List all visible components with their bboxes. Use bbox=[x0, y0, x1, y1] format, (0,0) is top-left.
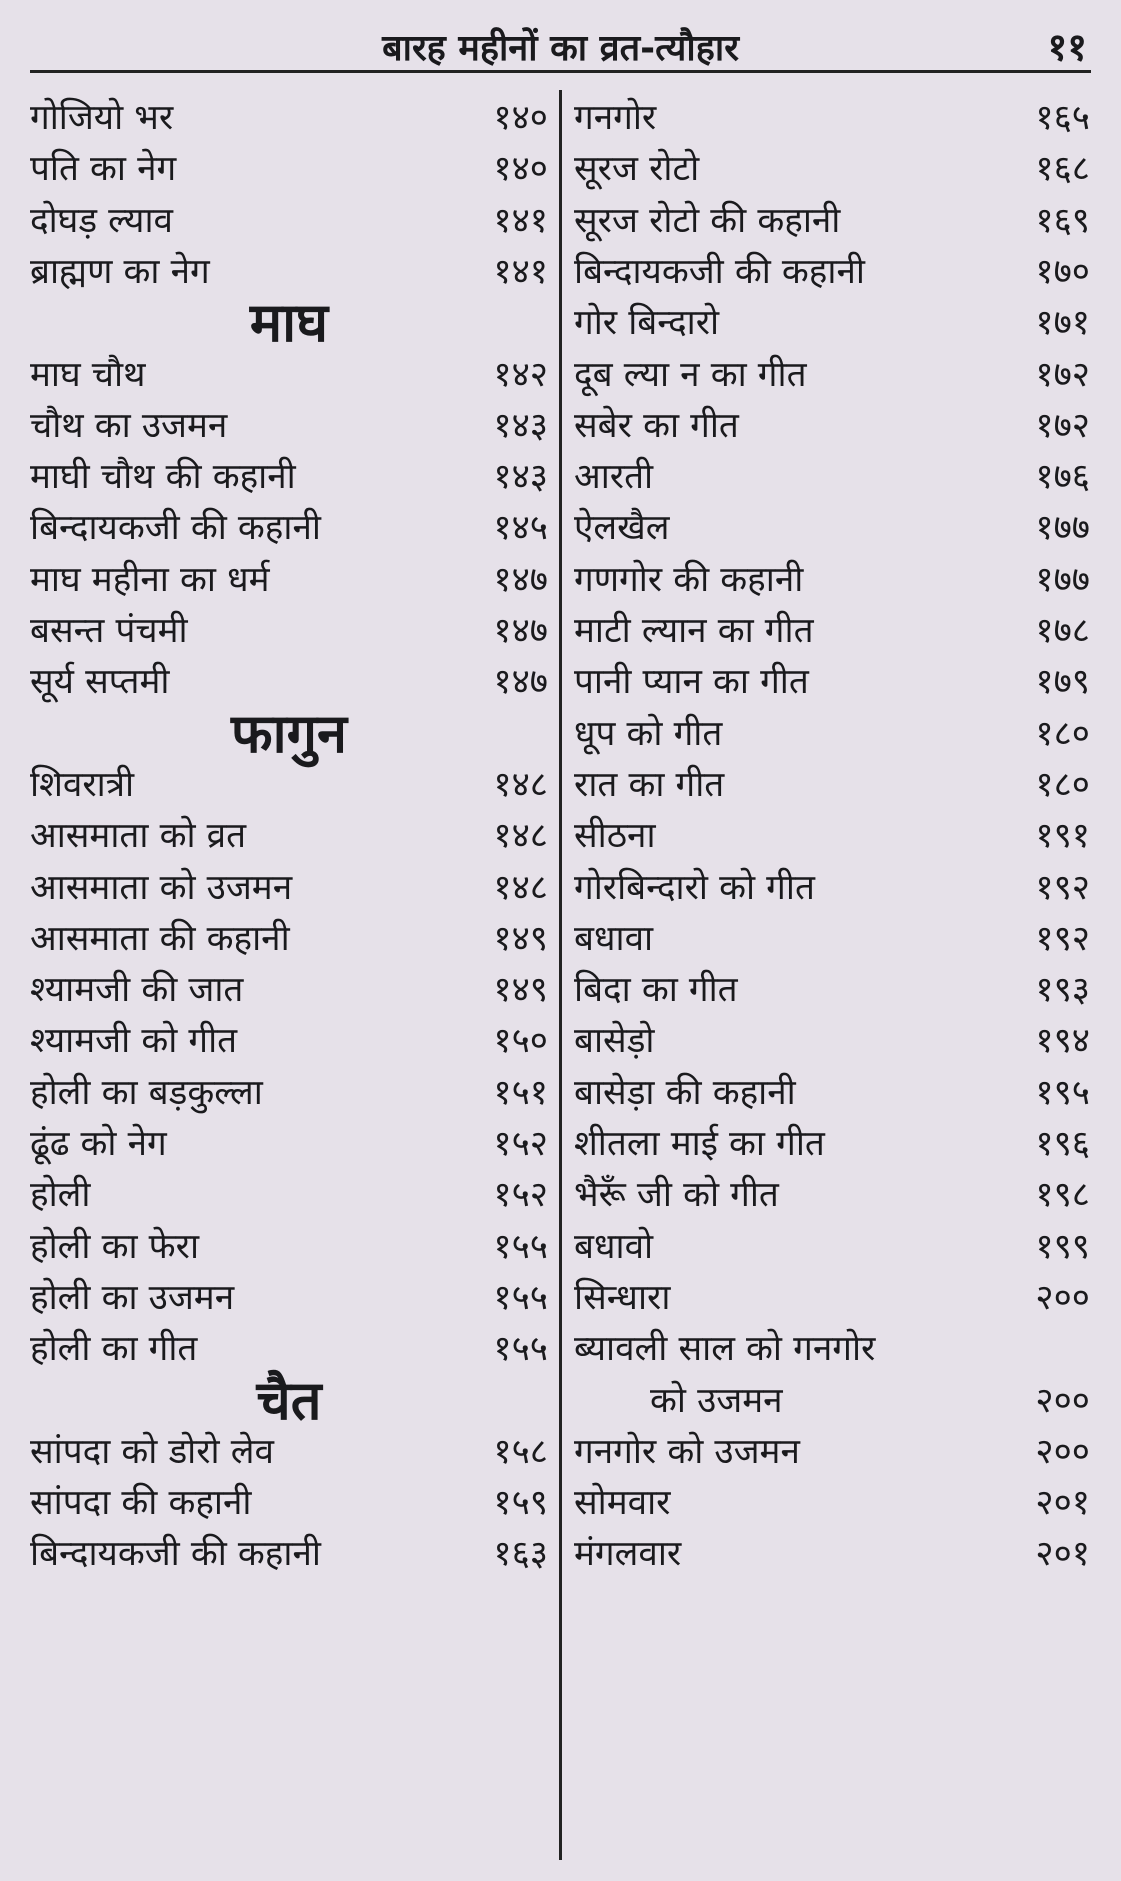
entry-title: ढूंढ को नेग bbox=[30, 1124, 167, 1164]
index-entry bbox=[30, 1526, 548, 1582]
entry-page-number: १७६ bbox=[1035, 457, 1090, 498]
entry-page-number: १४७ bbox=[493, 662, 548, 703]
entry-title: आसमाता की कहानी bbox=[30, 918, 290, 959]
entry-title: श्यामजी को गीत bbox=[30, 1021, 238, 1062]
entry-page-number: १५९ bbox=[493, 1483, 548, 1524]
index-entry bbox=[30, 1116, 548, 1172]
index-entry bbox=[30, 1475, 548, 1531]
entry-title: दोघड़ ल्याव bbox=[30, 200, 174, 241]
index-entry bbox=[30, 1424, 548, 1480]
index-entry bbox=[574, 603, 1090, 659]
entry-title: माघी चौथ की कहानी bbox=[30, 457, 296, 498]
index-entry bbox=[30, 860, 548, 916]
entry-title: भैरूँ जी को गीत bbox=[574, 1175, 779, 1216]
entry-page-number: १५५ bbox=[493, 1329, 548, 1370]
index-entry bbox=[30, 141, 548, 197]
entry-title: को उजमन bbox=[650, 1380, 783, 1421]
entry-page-number: १४९ bbox=[493, 918, 548, 959]
index-entry bbox=[30, 90, 548, 146]
entry-title: बसन्त पंचमी bbox=[30, 611, 188, 651]
entry-page-number: २०१ bbox=[1035, 1534, 1090, 1575]
index-entry bbox=[574, 706, 1090, 762]
index-entry bbox=[30, 1270, 548, 1326]
index-entry bbox=[574, 90, 1090, 146]
entry-title: बधावा bbox=[574, 918, 654, 959]
entry-page-number: १४९ bbox=[493, 970, 548, 1011]
index-entry bbox=[574, 1270, 1090, 1326]
entry-page-number: १९१ bbox=[1035, 816, 1090, 857]
entry-page-number: २०० bbox=[1035, 1380, 1090, 1421]
entry-title: ब्राह्मण का नेग bbox=[30, 251, 210, 292]
entry-title: सबेर का गीत bbox=[574, 405, 739, 446]
index-entry bbox=[574, 398, 1090, 454]
entry-page-number: १५२ bbox=[493, 1124, 548, 1164]
entry-page-number: १७७ bbox=[1035, 559, 1090, 600]
entry-title: रात का गीत bbox=[574, 764, 725, 805]
index-entry bbox=[574, 1475, 1090, 1531]
entry-title: सूरज रोटो bbox=[574, 149, 700, 190]
entry-page-number: १४८ bbox=[493, 764, 548, 805]
entry-page-number: १८० bbox=[1035, 713, 1090, 754]
index-entry bbox=[574, 552, 1090, 608]
entry-page-number: २०१ bbox=[1035, 1483, 1090, 1524]
entry-title: गोर बिन्दारो bbox=[574, 303, 720, 344]
entry-title: धूप को गीत bbox=[574, 713, 723, 754]
entry-page-number: १६९ bbox=[1035, 200, 1090, 241]
index-entry bbox=[574, 193, 1090, 249]
entry-page-number: १४१ bbox=[493, 251, 548, 292]
index-entry bbox=[574, 1013, 1090, 1069]
entry-title: पति का नेग bbox=[30, 149, 177, 190]
entry-page-number: १४० bbox=[493, 149, 548, 190]
entry-title: बासेड़ा की कहानी bbox=[574, 1072, 796, 1113]
index-entry bbox=[30, 911, 548, 967]
index-entry bbox=[30, 1013, 548, 1069]
entry-page-number: १४१ bbox=[493, 200, 548, 241]
page-number: ११ bbox=[1047, 25, 1087, 69]
entry-page-number: १९२ bbox=[1035, 918, 1090, 959]
index-entry bbox=[574, 1219, 1090, 1275]
entry-page-number: १४३ bbox=[493, 457, 548, 498]
entry-title: सिन्धारा bbox=[574, 1277, 671, 1318]
index-entry bbox=[30, 193, 548, 249]
entry-title: सूरज रोटो की कहानी bbox=[574, 200, 841, 241]
entry-title: बधावो bbox=[574, 1226, 654, 1267]
entry-title: गोजियो भर bbox=[30, 98, 174, 138]
section-heading-chait: चैत bbox=[256, 1368, 322, 1432]
entry-page-number: १४८ bbox=[493, 867, 548, 908]
entry-page-number: १७१ bbox=[1035, 303, 1090, 344]
index-entry bbox=[574, 808, 1090, 864]
index-entry bbox=[574, 911, 1090, 967]
index-entry bbox=[574, 1065, 1090, 1121]
entry-page-number: १५० bbox=[493, 1021, 548, 1062]
entry-page-number: १९४ bbox=[1035, 1021, 1090, 1062]
index-entry bbox=[574, 449, 1090, 505]
entry-page-number: १६३ bbox=[493, 1534, 548, 1575]
entry-title: बिदा का गीत bbox=[574, 970, 738, 1011]
entry-title: बिन्दायकजी की कहानी bbox=[30, 1534, 321, 1575]
entry-title: गनगोर bbox=[574, 98, 657, 138]
entry-title: होली का बड़कुल्ला bbox=[30, 1072, 263, 1113]
entry-page-number: १७० bbox=[1035, 251, 1090, 292]
entry-page-number: १४७ bbox=[493, 611, 548, 651]
index-entry bbox=[574, 1373, 1090, 1429]
entry-title: श्यामजी की जात bbox=[30, 970, 244, 1011]
entry-page-number: १४८ bbox=[493, 816, 548, 857]
entry-page-number: १९५ bbox=[1035, 1072, 1090, 1113]
index-entry bbox=[574, 1116, 1090, 1172]
index-entry bbox=[30, 347, 548, 403]
entry-title: शिवरात्री bbox=[30, 764, 135, 805]
entry-page-number: १९९ bbox=[1035, 1226, 1090, 1267]
index-entry bbox=[30, 1065, 548, 1121]
entry-title: होली का गीत bbox=[30, 1329, 198, 1370]
entry-title: बिन्दायकजी की कहानी bbox=[574, 251, 865, 292]
entry-title: माघ चौथ bbox=[30, 354, 146, 395]
entry-page-number: १६८ bbox=[1035, 149, 1090, 190]
index-entry bbox=[30, 1219, 548, 1275]
entry-title: माटी ल्यान का गीत bbox=[574, 611, 814, 651]
index-entry bbox=[30, 757, 548, 813]
entry-page-number: १५८ bbox=[493, 1431, 548, 1472]
entry-title: पानी प्यान का गीत bbox=[574, 662, 809, 703]
entry-title: सांपदा को डोरो लेव bbox=[30, 1431, 274, 1472]
index-entry bbox=[574, 860, 1090, 916]
index-entry bbox=[574, 962, 1090, 1018]
entry-page-number: १४७ bbox=[493, 559, 548, 600]
entry-page-number: २०० bbox=[1035, 1431, 1090, 1472]
index-entry bbox=[574, 1167, 1090, 1223]
entry-title: ब्यावली साल को गनगोर bbox=[574, 1329, 876, 1370]
entry-title: सोमवार bbox=[574, 1483, 671, 1524]
entry-title: गोरबिन्दारो को गीत bbox=[574, 867, 815, 908]
entry-page-number: १४५ bbox=[493, 508, 548, 549]
entry-title: बिन्दायकजी की कहानी bbox=[30, 508, 321, 549]
index-entry bbox=[30, 449, 548, 505]
entry-title: होली का उजमन bbox=[30, 1277, 235, 1318]
index-entry bbox=[30, 603, 548, 659]
entry-page-number: १९३ bbox=[1035, 970, 1090, 1011]
page-title: बारह महीनों का व्रत-त्यौहार bbox=[382, 28, 739, 69]
entry-title: आसमाता को व्रत bbox=[30, 816, 247, 857]
entry-title: चौथ का उजमन bbox=[30, 405, 228, 446]
entry-title: आसमाता को उजमन bbox=[30, 867, 293, 908]
entry-page-number: १९८ bbox=[1035, 1175, 1090, 1216]
entry-page-number: १५२ bbox=[493, 1175, 548, 1216]
index-entry bbox=[30, 808, 548, 864]
entry-page-number: १७८ bbox=[1035, 611, 1090, 651]
entry-title: होली का फेरा bbox=[30, 1226, 200, 1267]
entry-title: आरती bbox=[574, 457, 654, 498]
index-entry bbox=[574, 1321, 1090, 1377]
index-entry bbox=[574, 1424, 1090, 1480]
entry-title: होली bbox=[30, 1175, 91, 1216]
entry-title: गनगोर को उजमन bbox=[574, 1431, 800, 1472]
entry-title: शीतला माई का गीत bbox=[574, 1124, 825, 1164]
entry-title: मंगलवार bbox=[574, 1534, 682, 1575]
entry-page-number: २०० bbox=[1035, 1277, 1090, 1318]
section-heading-fagun: फागुन bbox=[231, 701, 347, 765]
index-entry bbox=[574, 500, 1090, 556]
index-entry bbox=[574, 654, 1090, 710]
entry-page-number: १६५ bbox=[1035, 98, 1090, 138]
entry-page-number: १७७ bbox=[1035, 508, 1090, 549]
entry-title: ऐलखैल bbox=[574, 508, 670, 549]
index-entry bbox=[574, 244, 1090, 300]
index-entry bbox=[30, 1167, 548, 1223]
index-entry bbox=[30, 500, 548, 556]
entry-title: सूर्य सप्तमी bbox=[30, 662, 170, 703]
index-entry bbox=[574, 757, 1090, 813]
entry-title: माघ महीना का धर्म bbox=[30, 559, 270, 600]
entry-page-number: १५१ bbox=[493, 1072, 548, 1113]
entry-title: दूब ल्या न का गीत bbox=[574, 354, 807, 395]
entry-page-number: १७९ bbox=[1035, 662, 1090, 703]
entry-page-number: १९६ bbox=[1035, 1124, 1090, 1164]
entry-page-number: १४० bbox=[493, 98, 548, 138]
entry-page-number: १९२ bbox=[1035, 867, 1090, 908]
entry-page-number: १५५ bbox=[493, 1226, 548, 1267]
entry-page-number: १७२ bbox=[1035, 405, 1090, 446]
section-heading-magh: माघ bbox=[249, 291, 329, 355]
index-entry bbox=[574, 141, 1090, 197]
entry-title: सीठना bbox=[574, 816, 656, 857]
index-entry bbox=[30, 398, 548, 454]
column-divider bbox=[559, 90, 562, 1860]
entry-page-number: १४३ bbox=[493, 405, 548, 446]
index-entry bbox=[574, 347, 1090, 403]
entry-page-number: १८० bbox=[1035, 764, 1090, 805]
entry-page-number: १७२ bbox=[1035, 354, 1090, 395]
index-entry bbox=[30, 552, 548, 608]
page-header bbox=[30, 14, 1091, 73]
entry-page-number: १५५ bbox=[493, 1277, 548, 1318]
entry-page-number: १४२ bbox=[493, 354, 548, 395]
index-entry bbox=[574, 295, 1090, 351]
entry-title: बासेड़ो bbox=[574, 1021, 655, 1062]
index-entry bbox=[30, 962, 548, 1018]
index-entry bbox=[574, 1526, 1090, 1582]
entry-title: सांपदा की कहानी bbox=[30, 1483, 252, 1524]
entry-title: गणगोर की कहानी bbox=[574, 559, 804, 600]
